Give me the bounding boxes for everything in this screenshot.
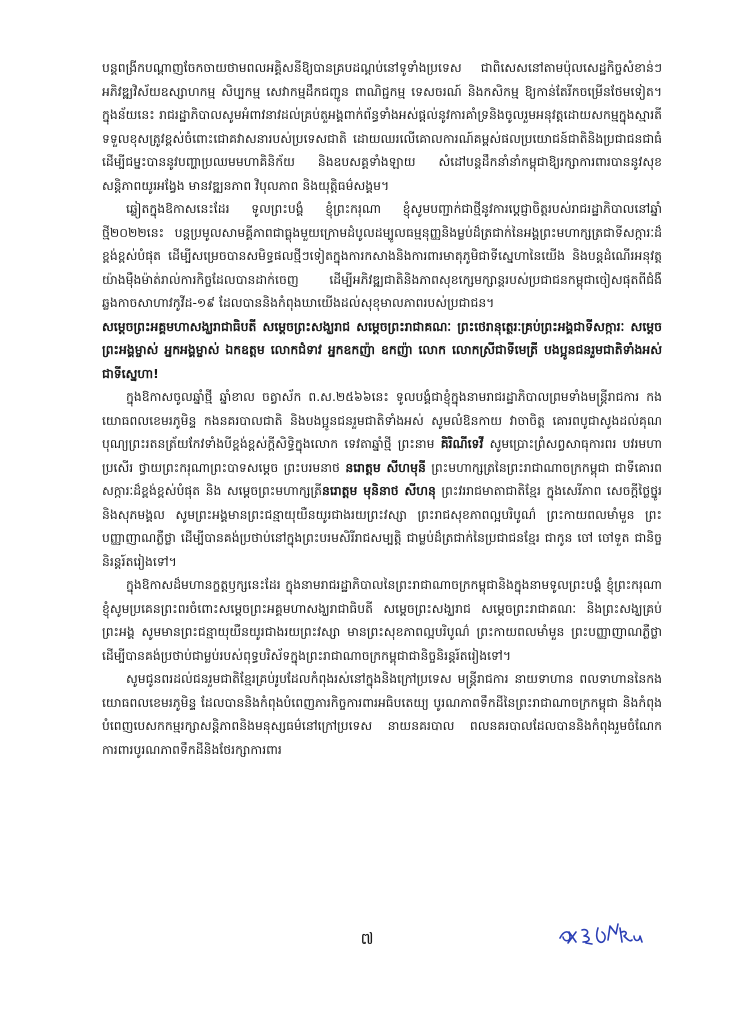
paragraph-6: សូមជូនពរដល់ជនរួមជាតិខ្មែរគ្រប់រូបដែលកំពុងរស់នៅក្នុងនិងក្រៅប្រទេស មន្ត្រីរាជការ នាយទាហាន ពលទាហាននៃកងយោធពលខេមរភូមិន្ទ ដែលបាននិងកំពុងបំពេញភារកិច្ចការពារអធិបតេយ្យ បូរណភាពទឹកដីនៃព្រះរាជាណាចក្រកម្ពុជា និងកំពុងបំពេញបេសកកម្មរក្សាសន្តិភាពនិងមនុស្សធម៌នៅក្រៅប្រទេស នាយនគរបាល ពលនគរបាលដែលបាននិងកំពុងរួមចំណែកការពារបូរណភាពទឹកដីនិងថែរក្សាការពារ <box>102 671 662 757</box>
paragraph-4-part-3: ព្រះមហាក្សត្រនៃព្រះរាជាណាចក្រកម្ពុជា ជាទីគោរពសក្ការៈដ៏ខ្ពង់ខ្ពស់បំផុត និង សម្តេចព្រះមហាក្សត្រី <box>102 459 662 498</box>
salutation-paragraph: សម្តេចព្រះអគ្គមហាសង្ឃរាជាធិបតី សម្តេចព្រះសង្ឃរាជ សម្តេចព្រះរាជាគណៈ ព្រះថេរានុត្ថេរៈគ្រប់ព្រះអង្គជាទីសក្ការៈ សម្តេច ព្រះអង្គម្ចាស់ អ្នកអង្គម្ចាស់ ឯកឧត្តម លោកជំទាវ អ្នកឧកញ៉ា ឧកញ៉ា លោក លោកស្រីជាទីមេត្រី បងប្អូនជនរួមជាតិទាំងអស់ជាទីស្នេហា! <box>102 318 662 381</box>
king-name: នរោត្តម សីហមុនី <box>345 459 426 475</box>
paragraph-2: ឆ្លៀតក្នុងឱកាសនេះដែរ ទូលព្រះបង្គំ ខ្ញុំព្រះករុណា ខ្ញុំសូមបញ្ជាក់ជាថ្មីនូវការប្តេជ្ញាចិត្តរបស់រាជរដ្ឋាភិបាលនៅឆ្នាំថ្មី២០២២នេះ បន្តប្រមូលសាមគ្គីភាពជាធ្លុងមួយក្រោមដំបូលដម្បូលធម្មនុញ្ញនិងម្លប់ដ៏ត្រជាក់នៃអង្គព្រះមហាក្សត្រជាទីសក្ការៈដ៏ខ្ពង់ខ្ពស់បំផុត ដើម្បីសម្រេចបានសមិទ្ធផលថ្មីៗទៀតក្នុងការកសាងនិងការពារមាតុភូមិជាទីស្នេហានៃយើង និងបន្តដំណើរអនុវត្តយ៉ាងម៉ឺងម៉ាត់រាល់ការកិច្ចដែលបានដាក់ចេញ ដើម្បីអភិវឌ្ឍជាតិនិងភាពសុខក្សេមក្សាន្តរបស់ប្រជាជនកម្ពុជាចៀសផុតពីជំងឺឆ្លងកាចសាហាវកូវីដ-១៩ ដែលបាននិងកំពុងឃាយើងដល់សុខុមាលភាពរបស់ប្រជាជន។ <box>102 201 662 310</box>
deity-name: គិរិណីទេវី <box>440 436 484 451</box>
paragraph-1: បន្តពង្រីកបណ្តាញចែកចាយថាមពលអគ្គិសនីឱ្យបានគ្របដណ្តប់នៅទូទាំងប្រទេស ជាពិសេសនៅតាមប៉ុលសេដ្ឋកិច្ចសំខាន់ៗ អភិវឌ្ឍវិស័យឧស្សាហកម្ម សិប្បកម្ម សេវាកម្មដឹកជញ្ជូន ពាណិជ្ជកម្ម ទេសចរណ៍ និងកសិកម្ម ឱ្យកាន់តែរីកចម្រើនថែមទៀត។ ក្នុងន័យនេះ រាជរដ្ឋាភិបាលសូមអំពាវនាវដល់គ្រប់តួអង្គពាក់ព័ន្ធទាំងអស់ផ្តល់នូវការគាំទ្រនិងចូលរួមអនុវត្តដោយសកម្មក្នុងស្មារតីទទួលខុសត្រូវខ្ពស់ចំពោះជោគវាសនារបស់ប្រទេសជាតិ ដោយឈរលើគោលការណ៍គម្ពស់ផលប្រយោជន៍ជាតិនិងប្រជាជនជាធំ ដើម្បីជម្នះបាននូវបញ្ហាប្រឈមមហាគិនិក័យ និងឧបសគ្គទាំងឡាយ សំដៅបន្តដឹកនាំនាំកម្ពុជាឱ្យរក្សាការពារបាននូវសុខសន្តិភាពយូរអង្វែង មានវឌ្ឍនភាព វិបុលភាព និងយុត្តិធម៌សង្គម។ <box>102 60 662 193</box>
paragraph-4-part-1: ក្នុងឱកាសចូលឆ្នាំថ្មី ឆ្នាំខាល ចត្វាស័ក ព.ស.២៥៦៦នេះ ទូលបង្គំជាខ្ញុំក្នុងនាមរាជរដ្ឋាភិបាលព្រមទាំងមន្ត្រីរាជការ កងយោធពលខេមរភូមិន្ទ កងនគរបាលជាតិ និងបងប្អូនជនរួមជាតិទាំងអស់ សូមលំឱនកាយ វាចាចិត្ត គោរពបូជាសូងដល់គុណបុណ្យព្រះរតនត្រ័យកែវទាំងបីខ្ពង់ខ្ពស់ក្ដីសិទ្ធិក្នុងលោក ទេវតាឆ្នាំថ្មី ព្រះនាម <box>102 389 662 451</box>
paragraph-4 <box>102 385 662 573</box>
paragraph-4-part-2: សូមប្រោះព្រំសព្វសាធុការពរ បវរមហាប្រសើរ ថ្វាយព្រះករុណាព្រះបាទសម្តេច ព្រះបរមនាថ <box>102 436 662 475</box>
queen-mother-name: នរោត្តម មុនិនាថ សីហនុ <box>321 483 436 498</box>
body-text <box>102 56 662 761</box>
paragraph-5: ក្នុងឱកាសដ៏មហានក្ខត្តឫក្សនេះដែរ ក្នុងនាមរាជរដ្ឋាភិបាលនៃព្រះរាជាណាចក្រកម្ពុជានិងក្នុងនាមទូលព្រះបង្គំ ខ្ញុំព្រះករុណា ខ្ញុំសូមប្រគេនព្រះពរចំពោះសម្តេចព្រះអគ្គមហាសង្ឃរាជាធិបតី សម្តេចព្រះសង្ឃរាជ សម្តេចព្រះរាជាគណៈ និងព្រះសង្ឃគ្រប់ព្រះអង្គ សូមមានព្រះជន្មាយុយឺនយូរជាងរយព្រះវស្សា មានព្រះសុខភាពល្អបរិបូណ៌ ព្រះកាយពលមាំមួន ព្រះបញ្ញាញាណភ្លឺថ្លា ដើម្បីបានគង់ប្រថាប់ជាម្លប់របស់ពុទ្ធបរិស័ទក្នុងព្រះរាជាណាចក្រកម្ពុជាជានិច្ចនិរន្តរ៍តរៀងទៅ។ <box>102 577 662 663</box>
handwritten-initials <box>556 918 656 948</box>
page-number: ៧ <box>360 929 374 948</box>
paragraph-4-part-4: ព្រះវររាជមាតាជាតិខ្មែរ ក្នុងសេរីភាព សេចក្តីថ្លៃថ្នូរ និងសុភមង្គល សូមព្រះអង្គមានព្រះជន្មាយុយឺនយូរជាងរយព្រះវស្សា ព្រះរាជសុខភាពល្អបរិបូណ៌ ព្រះកាយពលមាំមួន ព្រះបញ្ញាញាណភ្លឺថ្លា ដើម្បីបានគង់ប្រថាប់នៅក្នុងព្រះបរមសិរីរាជសម្បត្តិ ជាម្លប់ដ៏ត្រជាក់នៃប្រជាជនខ្មែរ ជាកូន ចៅ ចៅទួត ជានិច្ចនិរន្តរ៍តរៀងទៅ។ <box>102 483 662 569</box>
